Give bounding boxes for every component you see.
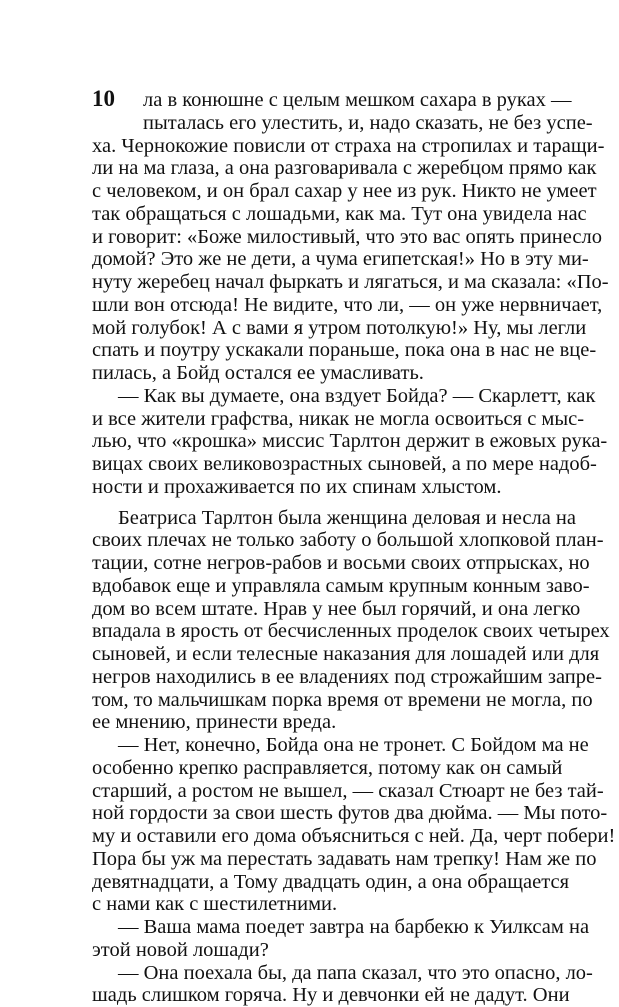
text-line: ли на ма глаза, а она разговаривала с жеребцом прямо как — [92, 157, 597, 180]
text-line: ной гордости за свои шесть футов два дюйма. — Мы пото- — [92, 802, 608, 825]
text-line: сыновей, и если телесные наказания для лошадей или для — [92, 643, 600, 665]
text-line: и все жители графства, никак не могла освоиться с мыс- — [92, 407, 585, 430]
text-line: ее мнению, принести вреда. — [92, 711, 337, 734]
text-line: Пора бы уж ма перестать задавать нам трепку! Нам же по — [92, 847, 597, 870]
text-line: тации, сотне негров-рабов и восьми своих отпрысках, но — [92, 552, 590, 574]
text-line: Беатриса Тарлтон была женщина деловая и несла на — [118, 506, 576, 529]
text-line: девятнадцати, а Тому двадцать один, а она обращается — [92, 870, 569, 893]
text-line: шадь слишком горяча. Ну и девчонки ей не дадут. Они — [92, 984, 570, 1007]
text-line: спать и поутру ускакали пораньше, пока она в нас не вце- — [92, 339, 597, 362]
text-line: ла в конюшне с целым мешком сахара в руках — — [143, 89, 572, 111]
page-body — [92, 89, 616, 1007]
text-line: впадала в ярость от бесчисленных проделок своих четырех — [92, 620, 610, 643]
text-line: негров находились в ее владениях под строжайшим запре- — [92, 665, 602, 688]
text-line: — Ваша мама поедет завтра на барбекю к Уилксам на — [118, 916, 590, 938]
text-line: лью, что «крошка» миссис Тарлтон держит в ежовых рука- — [92, 430, 608, 453]
text-line: му и оставили его дома объясниться с ней. Да, черт побери! — [92, 825, 616, 847]
text-line: мой голубок! А с вами я утром потолкую!» Ну, мы легли — [92, 316, 587, 339]
text-line: этой новой лошади? — [92, 938, 269, 961]
page-number: 10 — [92, 86, 115, 111]
text-line: с человеком, и он брал сахар у нее из рук. Никто не умеет — [92, 180, 597, 202]
text-line: вдобавок еще и управляла самым крупным конным заво- — [92, 574, 590, 597]
text-line: том, то мальчишкам порка время от времени не могла, по — [92, 688, 593, 711]
text-line: пыталась его улестить, и, надо сказать, не без успе- — [143, 111, 593, 134]
text-line: — Как вы думаете, она вздует Бойда? — Скарлетт, как — [118, 384, 596, 407]
text-line: домой? Это же не дети, а чума египетская!» Но в эту ми- — [92, 248, 589, 271]
text-line: вицах своих великовозрастных сыновей, а по мере надоб- — [92, 453, 597, 475]
text-line: с нами как с шестилетними. — [92, 893, 338, 916]
text-line: так обращаться с лошадьми, как ма. Тут она увидела нас — [92, 202, 587, 225]
text-line: особенно крепко расправляется, потому как он самый — [92, 756, 563, 779]
text-line: ха. Чернокожие повисли от страха на стропилах и таращи- — [92, 134, 605, 157]
text-line: ности и прохаживается по их спинам хлыстом. — [92, 475, 502, 498]
text-line: дом во всем штате. Нрав у нее был горячий, и она легко — [92, 597, 581, 620]
text-line: старший, а ростом не вышел, — сказал Стюарт не без тай- — [92, 779, 604, 802]
text-line: пилась, а Бойд остался ее умасливать. — [92, 362, 424, 384]
text-line: — Она поехала бы, да папа сказал, что это опасно, ло- — [118, 961, 593, 984]
text-line: — Нет, конечно, Бойда она не тронет. С Бойдом ма не — [118, 734, 589, 756]
text-line: и говорит: «Боже милостивый, что это вас опять принесло — [92, 225, 602, 248]
text-line: шли вон отсюда! Не видите, что ли, — он уже нервничает, — [92, 293, 603, 316]
text-line: своих плечах не только заботу о большой хлопковой план- — [92, 529, 604, 552]
text-line: нуту жеребец начал фыркать и лягаться, и ма сказала: «По- — [92, 271, 609, 293]
